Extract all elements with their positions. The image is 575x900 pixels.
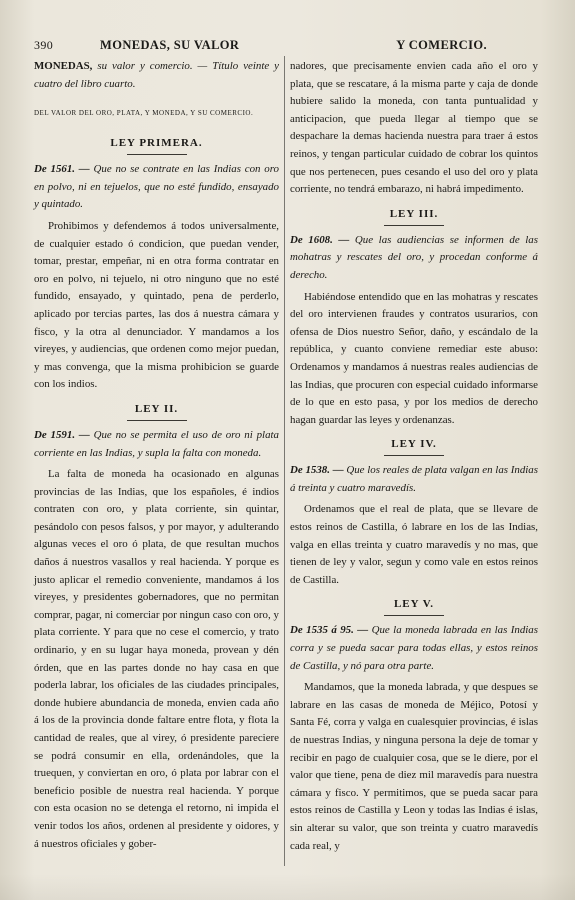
- page-number: 390: [34, 38, 54, 52]
- law-heading-2: LEY II.: [34, 401, 279, 421]
- law-heading-4: LEY IV.: [290, 436, 538, 456]
- law-body-3: Habiéndose entendido que en las mohatras y rescates del oro intervienen fraudes y contratos usurarios, con ofensa de Dios nuestro Señor, daño, y escándalo de la república, y cuanto conviene remediar este abuso: Ordenamos y mandamos á nuestras reales audiencias de las Indias, que procuren con especial cuidado informarse de lo que en esto pasa, y por los medios de derecho hagan guardar las leyes y ordenanzas.: [290, 290, 538, 426]
- law-body-1: Prohibimos y defendemos á todos universalmente, de cualquier estado ó condicion, que puedan vender, tomar, prestar, empeñar, ni en otra forma contratar en oro en polvo, ni tejuelo, ni otro ninguno que no esté fundido, ensayado, y quintado, pena de perderlo, aplicado por tercias partes, las dos á nuestra cámara y fisco, y la otra al denunciador. Y mandamos a los vireyes, y audiencias, que ordenen como mejor puedan, y mas convenga, que la misma prohibicion se guarde con los indios.: [34, 219, 279, 391]
- column-divider: [284, 56, 285, 866]
- running-title-right: Y COMERCIO.: [396, 38, 487, 52]
- law-summary-4: [290, 462, 538, 497]
- law-date-5: De 1535 á 95. —: [290, 624, 369, 637]
- law-summary-1: [34, 161, 279, 214]
- law-summary-text-5: Que la moneda labrada en las Indias corra y se pueda sacar para todas ellas, y estos reinos de Castilla, y nó para otra parte.: [290, 624, 538, 672]
- law-heading-5: LEY V.: [290, 596, 538, 616]
- right-column: [290, 58, 538, 855]
- law-summary-text-3: Que las audiencias se informen de las mohatras y rescates del oro, y procedan conforme á derecho.: [290, 233, 538, 281]
- page-bottom-shadow: [0, 874, 575, 900]
- law-heading-3: LEY III.: [290, 206, 538, 226]
- law-summary-text-4: Que los reales de plata valgan en las Indias á treinta y cuatro maravedís.: [290, 464, 538, 494]
- law-body-4: Ordenamos que el real de plata, que se llevare de estos reinos de Castilla, ó labrare en los de las Indias, valga en ellas treinta y cuatro maravedís y no mas, que tienen de ley y valor, segun y como vale en estos reinos de Castilla.: [290, 503, 538, 586]
- law-summary-3: [290, 232, 538, 285]
- law-date-2: De 1591. —: [34, 428, 90, 441]
- section-caption: DEL VALOR DEL ORO, PLATA, Y MONEDA, Y SU COMERCIO.: [34, 109, 254, 118]
- continuation-text: nadores, que precisamente envien cada año el oro y plata, que se rescatare, á la misma parte y caja de donde hubiere salido la moneda, con tanta puntualidad y anticipacion, que pueda llegar al tiempo que se despachare la demas hacienda nuestra para traer á estos reinos, y tengan particular cuidado de cobrar los quintos que nos pertenecen, pues cesando el uso del oro y plata corriente, no tendrá embarazo, ni habrá impedimento.: [290, 60, 538, 196]
- law-summary-text-2: Que no se permita el uso de oro ni plata corriente en las Indias, y supla la falta con moneda.: [34, 428, 279, 459]
- law-date-4: De 1538. —: [290, 464, 344, 477]
- law-summary-text-1: Que no se contrate en las Indias con oro en polvo, ni en tejuelos, que no esté fundido, ensayado y quintado.: [34, 163, 279, 211]
- law-date-1: De 1561. —: [34, 163, 90, 176]
- law-body-5: Mandamos, que la moneda labrada, y que despues se labrare en las casas de moneda de Méjico, Potosí y Santa Fé, corra y valga en cualesquier provincias, é islas de nuestras Indias, y ninguna persona la deje de tomar y recibir en pago de cualquier cosa, que se le diere, por el valor que tiene, pena de diez mil maravedís para nuestra cámara y fisco. Y permitimos, que se pueda sacar para estos reinos de Castilla y Leon y todas las Indias é islas, sin alterar su valor, que son treinta y cuatro maravedís cada real, y: [290, 681, 538, 852]
- running-title-left: MONEDAS, SU VALOR: [100, 38, 240, 52]
- law-date-3: De 1608. —: [290, 233, 350, 246]
- book-title-rest: su valor y comercio. — Título veinte y cuatro del libro cuarto.: [34, 60, 279, 90]
- running-header: [34, 38, 545, 56]
- left-column: [34, 58, 279, 853]
- law-body-2: La falta de moneda ha ocasionado en algunas provincias de las Indias, que los españoles, é indios contraten con oro, y plata corriente, sin quintar, pesándolo con pesos falsos, y por mayor, y adulterando algunas veces el oro ó plata, de que resultan muchos daños á nuestros vasallos y real hacienda. Y porque es justo aplicar el remedio conveniente, mandamos á los vireyes, y presidentes gobernadores, que no permitan comprar, pagar, ni comerciar por ningun caso con oro, y plata corriente. Y para que no cese el comercio, y trato ordinario, y en su lugar haya moneda, provean y dén órden, que en las partes donde no hay casa en que poderla labrar, los oficiales de las ciudades principales, donde hubiere abundancia de moneda, envien cada año á los de la provincia donde faltare entre flota, y flota la cantidad de reales, que al virey, ó presidente pareciere se podrá consumir en ella, ordenándoles, que la truequen, y conviertan en oro, ó plata por labrar con el beneficio posible de nuestra real hacienda. Y porque con esta ocasion no se detenga el retorno, ni impida el venir todos los años, ordenen al presidente y oidores, y á nuestros oficiales y gober-: [34, 468, 279, 850]
- law-summary-2: [34, 427, 279, 462]
- law-summary-5: [290, 622, 538, 675]
- book-title: [34, 58, 279, 93]
- book-title-bold: MONEDAS,: [34, 60, 93, 72]
- law-heading-1: LEY PRIMERA.: [34, 135, 279, 155]
